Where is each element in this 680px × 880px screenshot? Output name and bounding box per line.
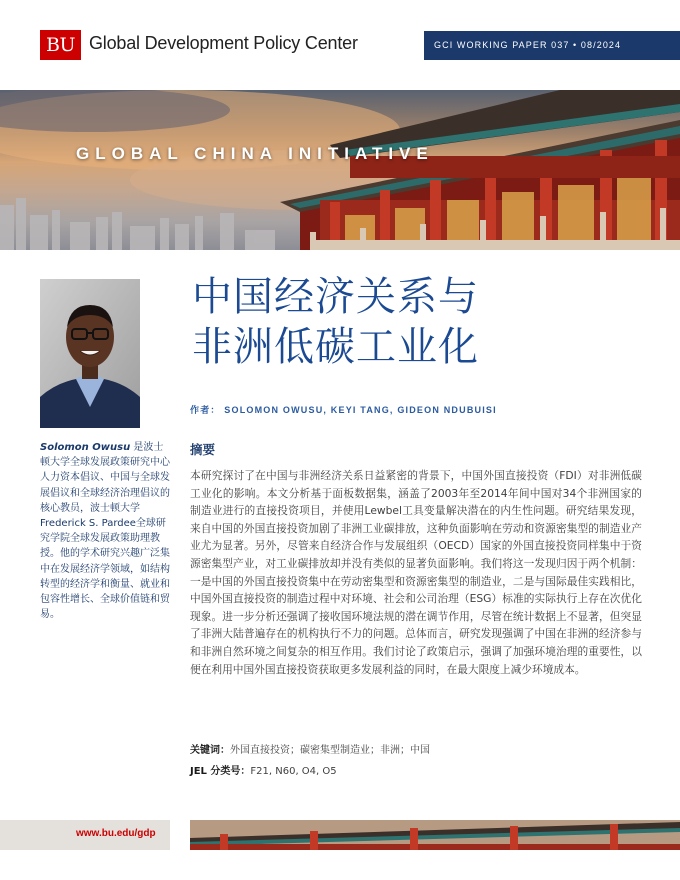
abstract-heading: 摘要 xyxy=(190,442,216,457)
keywords-value: 外国直接投资；碳密集型制造业；非洲；中国 xyxy=(230,745,430,756)
hero-title: GLOBAL CHINA INITIATIVE xyxy=(76,144,434,163)
jel-value: F21, N60, O4, O5 xyxy=(250,766,337,777)
footer-url-link[interactable]: www.bu.edu/gdp xyxy=(76,828,156,839)
page-header xyxy=(0,0,680,90)
author-portrait-image xyxy=(40,279,140,428)
center-name: Global Development Policy Center xyxy=(89,33,358,53)
paper-title-line-2: 非洲低碳工业化 xyxy=(192,324,479,370)
keywords-label: 关键词： xyxy=(190,745,230,756)
footer-illustration xyxy=(190,820,680,850)
author-bio xyxy=(40,440,172,622)
keywords xyxy=(190,741,430,756)
working-paper-badge: GCI WORKING PAPER 037 • 08/2024 xyxy=(424,31,680,60)
author-bio-text: 是波士顿大学全球发展政策研究中心人力资本倡议、中国与全球发展倡议和全球经济治理倡议的核心教员，波士顿大学Frederick S. Pardee全球研究学院全球发展政策助理教授。他的学术研究兴趣广泛集中在发展经济学领域，如结构转型的经济学和衡量、就业和包容性增长、全球价值链和贸易。 xyxy=(40,442,170,621)
authors-line: 作者： SOLOMON OWUSU, KEYI TANG, GIDEON NDUBUISI xyxy=(190,405,497,415)
author-photo xyxy=(40,279,140,428)
footer-image-strip xyxy=(190,820,680,850)
author-name: Solomon Owusu xyxy=(40,442,131,453)
paper-title xyxy=(192,272,652,372)
abstract-body: 本研究探讨了在中国与非洲经济关系日益紧密的背景下，中国外国直接投资（FDI）对非洲低碳工业化的影响。本文分析基于面板数据集，涵盖了2003年至2014年间中国对34个非洲国家的制造业进行的直接投资项目，并使用Lewbel工具变量解决潜在的内生性问题。研究结果发现，来自中国的外国直接投资加剧了非洲工业碳排放，这种负面影响在劳动和资源密集型的制造业产业尤为显著。另外，尽管来自经济合作与发展组织（OECD）国家的外国直接投资同样集中于资源密集型产业，对工业碳排放却并没有类似的显著负面影响。我们将这一发现归因于两个机制：一是中国的外国直接投资集中在劳动密集型和资源密集型的制造业，二是与国际最佳实践相比，中国外国直接投资的制造过程中对环境、社会和公司治理（ESG）标准的实际执行上存在次优化现象。进一步分析还强调了接收国环境法规的潜在调节作用，尽管在统计数据上不显著，但突显了非洲大陆普遍存在的机构执行不力的问题。总体而言，研究发现强调了中国在非洲的经济参与和非洲自然环境之间复杂的相互作用。我们讨论了政策启示，强调了加强环境治理的重要性，以便在利用中国外国直接投资获取更多发展利益的同时，在最大限度上减少环境成本。 xyxy=(190,469,642,676)
bu-logo[interactable]: BU xyxy=(40,30,81,60)
hero-illustration xyxy=(0,90,680,250)
paper-title-line-1: 中国经济关系与 xyxy=(192,274,479,320)
jel-label: JEL 分类号： xyxy=(190,766,251,777)
hero-banner xyxy=(0,90,680,250)
jel-codes xyxy=(190,762,337,777)
